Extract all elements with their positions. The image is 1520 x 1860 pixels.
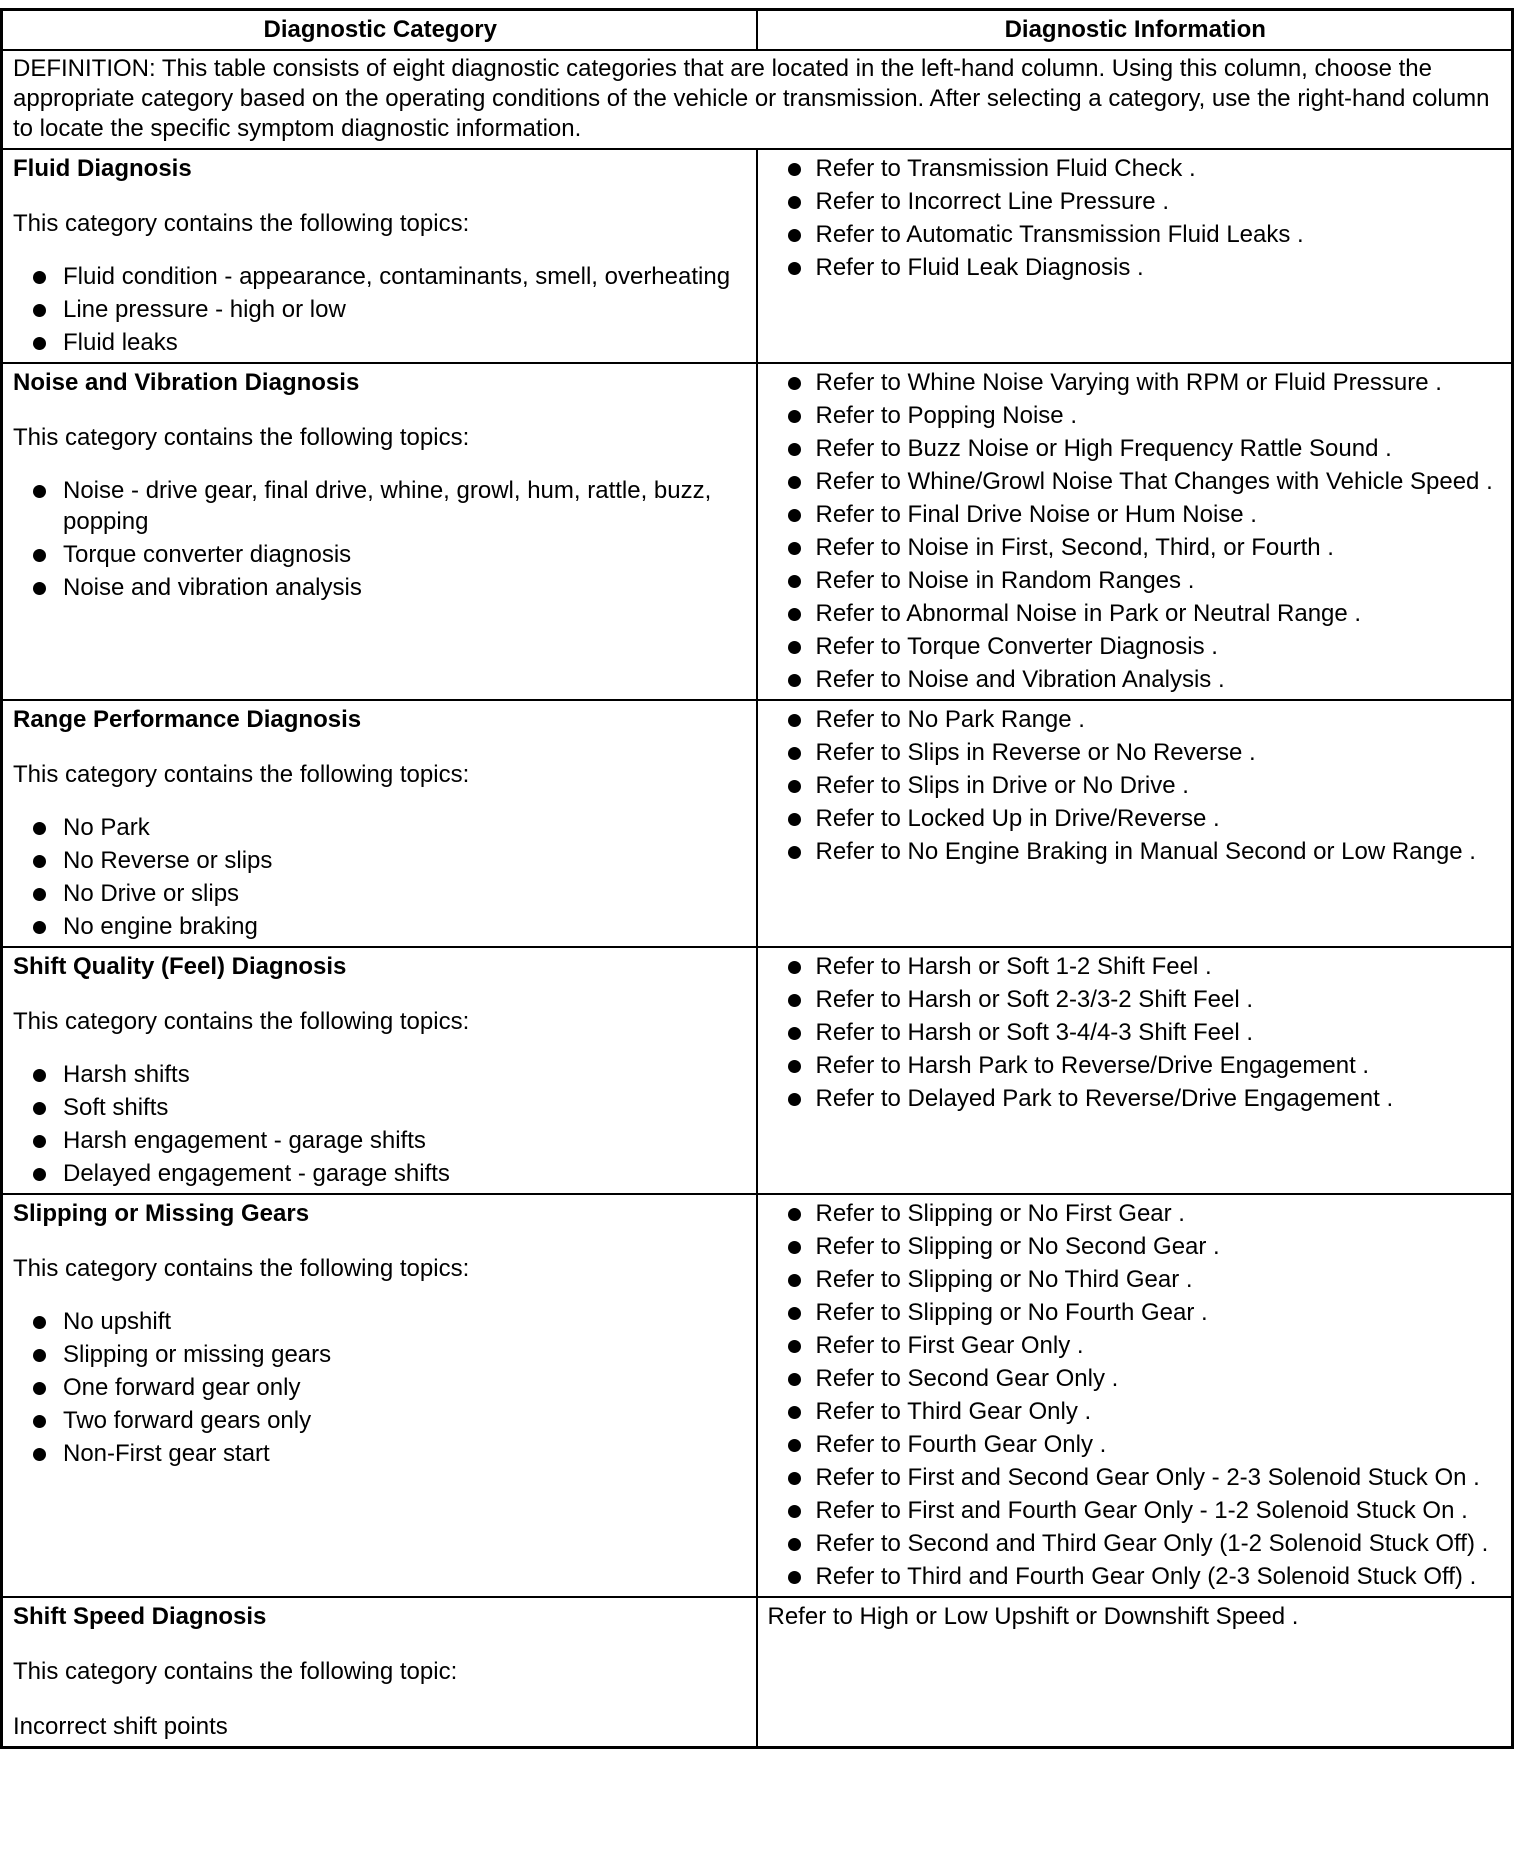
topic-item: Line pressure - high or low [13,294,748,325]
info-reference-link[interactable]: Refer to Slipping or No First Gear . [768,1198,1504,1229]
info-list [768,951,1504,1114]
category-subtitle: This category contains the following topics: [13,210,470,237]
info-reference-link[interactable]: Refer to Abnormal Noise in Park or Neutral Range . [768,598,1504,629]
info-reference-link[interactable]: Refer to First Gear Only . [768,1330,1504,1361]
topic-item: Harsh engagement - garage shifts [13,1125,748,1156]
topic-item: One forward gear only [13,1372,748,1403]
info-reference-link[interactable]: Refer to Harsh or Soft 2-3/3-2 Shift Feel . [768,984,1504,1015]
info-reference-link[interactable]: Refer to Slips in Drive or No Drive . [768,770,1504,801]
topic-item: No Drive or slips [13,878,748,909]
topic-item: Fluid condition - appearance, contaminants, smell, overheating [13,261,748,292]
info-reference-link[interactable]: Refer to Locked Up in Drive/Reverse . [768,803,1504,834]
topic-list [13,812,748,942]
info-cell [757,149,1513,363]
info-reference-link[interactable]: Refer to Slipping or No Third Gear . [768,1264,1504,1295]
topic-item: Fluid leaks [13,327,748,358]
topic-item: Noise - drive gear, final drive, whine, growl, hum, rattle, buzz, popping [13,475,748,537]
info-reference-link[interactable]: Refer to Whine/Growl Noise That Changes with Vehicle Speed . [768,466,1504,497]
info-reference-link[interactable]: Refer to No Engine Braking in Manual Second or Low Range . [768,836,1504,867]
info-reference-link[interactable]: Refer to First and Second Gear Only - 2-3 Solenoid Stuck On . [768,1462,1504,1493]
info-reference-link[interactable]: Refer to Slipping or No Second Gear . [768,1231,1504,1262]
category-topic: Incorrect shift points [13,1713,228,1740]
topic-item: Harsh shifts [13,1059,748,1090]
info-list [768,153,1504,283]
topic-item: Two forward gears only [13,1405,748,1436]
category-title: Shift Speed Diagnosis [13,1603,267,1630]
category-cell [2,149,757,363]
topic-item: No upshift [13,1306,748,1337]
topic-item: No Park [13,812,748,843]
topic-list [13,475,748,603]
info-reference-link[interactable]: Refer to Noise and Vibration Analysis . [768,664,1504,695]
info-cell [757,700,1513,947]
info-reference-link[interactable]: Refer to First and Fourth Gear Only - 1-2 Solenoid Stuck On . [768,1495,1504,1526]
topic-item: Delayed engagement - garage shifts [13,1158,748,1189]
table-row [2,947,1513,1194]
definition-text: DEFINITION: This table consists of eight diagnostic categories that are located in the left-hand column. Using this column, choose the appropriate category based on the operating conditions of the vehicle or transmission. After selecting a category, use the right-hand column to locate the specific symptom diagnostic information. [2,50,1513,149]
info-cell [757,1597,1513,1748]
topic-list [13,1306,748,1469]
category-subtitle: This category contains the following topics: [13,1255,470,1282]
category-subtitle: This category contains the following topic: [13,1658,458,1685]
category-title: Range Performance Diagnosis [13,706,362,733]
topic-item: Torque converter diagnosis [13,539,748,570]
definition-row [2,50,1513,149]
category-cell [2,1597,757,1748]
category-cell [2,1194,757,1597]
info-reference-link[interactable]: Refer to Automatic Transmission Fluid Leaks . [768,219,1504,250]
category-cell [2,363,757,700]
info-reference-link[interactable]: Refer to Final Drive Noise or Hum Noise . [768,499,1504,530]
topic-item: Soft shifts [13,1092,748,1123]
info-reference-link[interactable]: Refer to Fluid Leak Diagnosis . [768,252,1504,283]
info-list [768,367,1504,695]
info-reference-link[interactable]: Refer to Noise in Random Ranges . [768,565,1504,596]
info-reference-link[interactable]: Refer to Third Gear Only . [768,1396,1504,1427]
info-reference-link[interactable]: Refer to No Park Range . [768,704,1504,735]
info-reference-link[interactable]: Refer to Fourth Gear Only . [768,1429,1504,1460]
info-reference-link[interactable]: Refer to High or Low Upshift or Downshift Speed . [767,1603,1299,1630]
header-diagnostic-information: Diagnostic Information [757,10,1513,51]
info-reference-link[interactable]: Refer to Delayed Park to Reverse/Drive Engagement . [768,1083,1504,1114]
table-row [2,149,1513,363]
category-title: Noise and Vibration Diagnosis [13,369,360,396]
info-reference-link[interactable]: Refer to Second and Third Gear Only (1-2 Solenoid Stuck Off) . [768,1528,1504,1559]
topic-item: Non-First gear start [13,1438,748,1469]
info-reference-link[interactable]: Refer to Harsh or Soft 3-4/4-3 Shift Feel . [768,1017,1504,1048]
info-reference-link[interactable]: Refer to Noise in First, Second, Third, or Fourth . [768,532,1504,563]
table-row [2,1194,1513,1597]
topic-item: No Reverse or slips [13,845,748,876]
info-reference-link[interactable]: Refer to Third and Fourth Gear Only (2-3 Solenoid Stuck Off) . [768,1561,1504,1592]
topic-item: Slipping or missing gears [13,1339,748,1370]
info-reference-link[interactable]: Refer to Transmission Fluid Check . [768,153,1504,184]
category-subtitle: This category contains the following topics: [13,424,470,451]
info-reference-link[interactable]: Refer to Harsh Park to Reverse/Drive Engagement . [768,1050,1504,1081]
topic-item: Noise and vibration analysis [13,572,748,603]
category-title: Fluid Diagnosis [13,155,192,182]
info-reference-link[interactable]: Refer to Popping Noise . [768,400,1504,431]
category-cell [2,947,757,1194]
info-reference-link[interactable]: Refer to Second Gear Only . [768,1363,1504,1394]
info-reference-link[interactable]: Refer to Buzz Noise or High Frequency Rattle Sound . [768,433,1504,464]
info-list [768,1198,1504,1592]
topic-list [13,1059,748,1189]
info-list [768,704,1504,867]
table-row [2,363,1513,700]
table-row-shift-speed [2,1597,1513,1748]
info-reference-link[interactable]: Refer to Whine Noise Varying with RPM or Fluid Pressure . [768,367,1504,398]
category-cell [2,700,757,947]
header-diagnostic-category: Diagnostic Category [2,10,757,51]
info-cell [757,947,1513,1194]
category-title: Slipping or Missing Gears [13,1200,310,1227]
category-title: Shift Quality (Feel) Diagnosis [13,953,347,980]
info-cell [757,363,1513,700]
table-row [2,700,1513,947]
info-reference-link[interactable]: Refer to Slips in Reverse or No Reverse . [768,737,1504,768]
category-subtitle: This category contains the following topics: [13,761,470,788]
topic-item: No engine braking [13,911,748,942]
info-reference-link[interactable]: Refer to Harsh or Soft 1-2 Shift Feel . [768,951,1504,982]
header-row [2,10,1513,51]
info-reference-link[interactable]: Refer to Torque Converter Diagnosis . [768,631,1504,662]
info-reference-link[interactable]: Refer to Incorrect Line Pressure . [768,186,1504,217]
diagnostic-table [0,8,1514,1749]
info-cell [757,1194,1513,1597]
category-subtitle: This category contains the following topics: [13,1008,470,1035]
info-reference-link[interactable]: Refer to Slipping or No Fourth Gear . [768,1297,1504,1328]
topic-list [13,261,748,358]
